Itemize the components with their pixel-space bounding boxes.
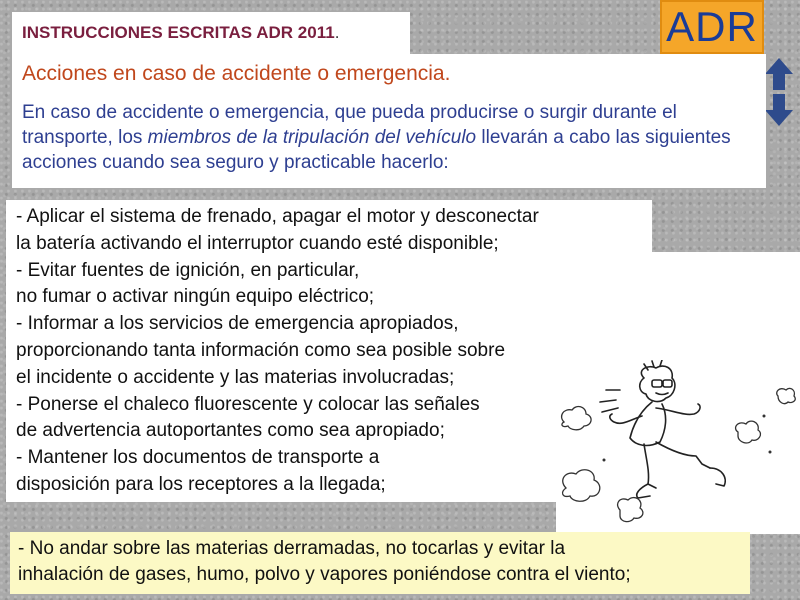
actions-line: - Informar a los servicios de emergencia apropiados, [16, 313, 459, 335]
intro-text-end: llevarán a cabo las siguientes acciones cuando sea seguro y practicable hacerlo: [22, 127, 731, 173]
actions-line: no fumar o activar ningún equipo eléctrico; [16, 286, 375, 308]
adr-logo-text [662, 3, 762, 51]
navigation-arrows-graphic [764, 56, 794, 128]
actions-line: de advertencia autoportantes como sea apropiado; [16, 420, 445, 442]
adr-logo-letter-a: A [666, 3, 696, 50]
section-heading: Acciones en caso de accidente o emergencia. [22, 62, 451, 85]
footer-line: - No andar sobre las materias derramadas, no tocarlas y evitar la [18, 538, 566, 559]
page-title-period: . [334, 23, 340, 42]
actions-line: - Ponerse el chaleco fluorescente y colocar las señales [16, 393, 480, 415]
header-banner [12, 12, 410, 54]
intro-panel [12, 54, 766, 188]
navigation-arrows [764, 56, 794, 128]
footer-panel [10, 532, 750, 594]
footer-line: inhalación de gases, humo, polvo y vapores poniéndose contra el viento; [18, 564, 631, 585]
running-person-illustration [556, 360, 800, 534]
actions-line: disposición para los receptores a la llegada; [16, 473, 386, 495]
arrow-down-icon[interactable] [765, 94, 793, 126]
page-title-text: INSTRUCCIONES ESCRITAS ADR 2011 [22, 23, 335, 42]
actions-line: - Evitar fuentes de ignición, en particular, [16, 259, 360, 281]
actions-line: - Aplicar el sistema de frenado, apagar el motor y desconectar [16, 206, 539, 227]
actions-line: el incidente o accidente y las materias involucradas; [16, 366, 455, 388]
adr-logo [660, 0, 764, 54]
footer-text [18, 536, 748, 588]
intro-text-emphasis: miembros de la tripulación del vehículo [147, 127, 477, 148]
actions-line: proporcionando tanta información como sea posible sobre [16, 339, 506, 361]
adr-logo-letters-dr: DR [695, 3, 758, 50]
actions-line: - Mantener los documentos de transporte a [16, 447, 380, 469]
intro-paragraph [22, 100, 762, 175]
actions-line: la batería activando el interruptor cuando esté disponible; [16, 232, 499, 254]
intro-text-start: En caso de accidente o emergencia, que pueda producirse o surgir durante el transporte, los [22, 102, 677, 148]
running-person-drawing [556, 360, 800, 534]
arrow-up-icon[interactable] [765, 58, 793, 90]
page-title [22, 23, 339, 43]
